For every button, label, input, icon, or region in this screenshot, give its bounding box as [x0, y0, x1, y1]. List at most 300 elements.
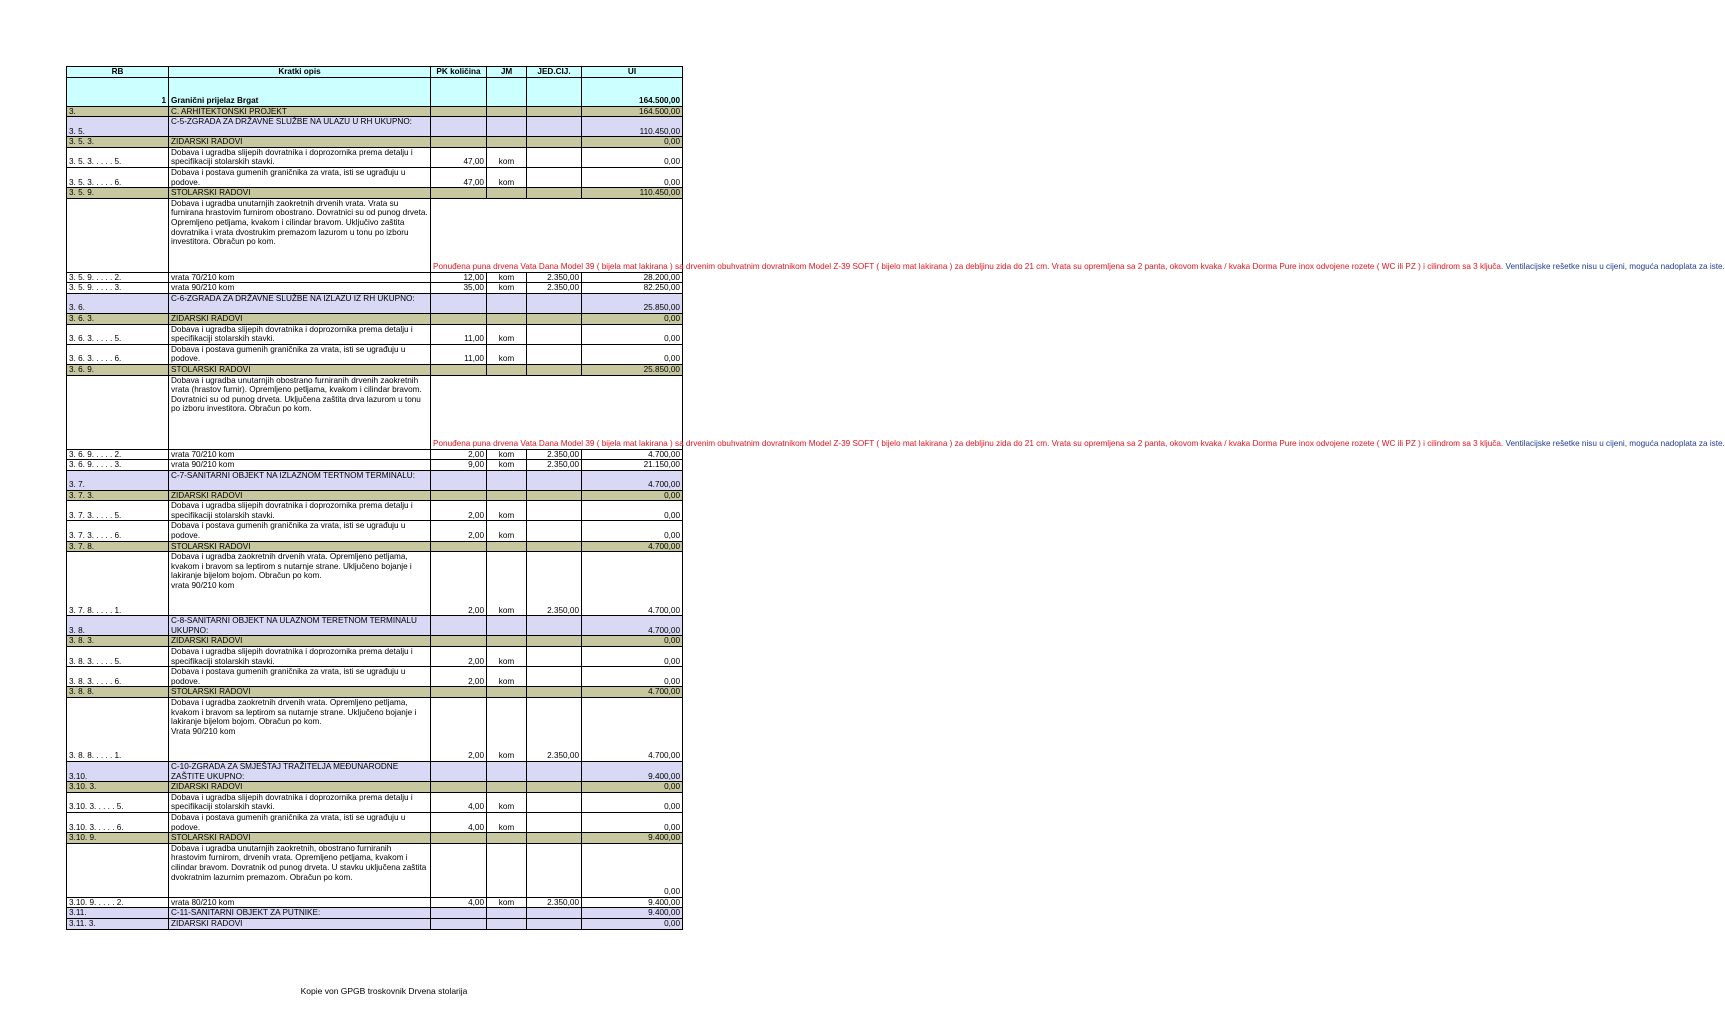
section-row	[67, 188, 683, 199]
cell-total: 0,00	[582, 792, 683, 812]
cell-quantity: 2,00	[431, 667, 487, 687]
cell-unit-price	[527, 636, 582, 647]
description-text: C-7-SANITARNI OBJEKT NA IZLAZNOM TERTNOM TERMINALU:	[171, 470, 415, 480]
description-text: Dobava i ugradba zaokretnih drvenih vrata. Opremljeno petljama, kvakom i bravom sa leptirom sa nutarnje strane. Uključeno bojanje i lakiranje bijelom bojom. Obračun po kom.	[171, 698, 417, 727]
cell-total: 0,00	[582, 782, 683, 793]
cell-total: 82.250,00	[582, 283, 683, 294]
cell-unit-price	[527, 106, 582, 117]
cell-unit-price	[527, 470, 582, 490]
cell-description	[169, 897, 431, 908]
cell-unit-price	[527, 647, 582, 667]
description-text: STOLARSKI RADOVI	[171, 687, 251, 697]
grand-total-label: Granični prijelaz Brgat	[169, 96, 431, 106]
section-row	[67, 687, 683, 698]
table-row	[67, 324, 683, 344]
description-text: vrata 90/210 kom	[171, 581, 235, 591]
cell-unit-price	[527, 501, 582, 521]
cell-unit	[487, 762, 527, 782]
cell-rb: 3. 7. 3.	[67, 490, 169, 501]
subtotal-row	[67, 293, 683, 313]
cell-rb: 3.10.	[67, 762, 169, 782]
cell-quantity: 4,00	[431, 812, 487, 832]
cell-rb	[67, 843, 169, 897]
cell-unit: kom	[487, 283, 527, 294]
description-text: Vrata 90/210 kom	[171, 726, 236, 736]
cell-rb: 3. 5. 9. . . . . 3.	[67, 283, 169, 294]
cell-unit-price	[527, 687, 582, 698]
cell-description	[169, 117, 431, 137]
cell-rb: 3. 6. 9. . . . . 3.	[67, 460, 169, 471]
cell-total: 0,00	[582, 812, 683, 832]
description-text: STOLARSKI RADOVI	[171, 541, 251, 551]
cell-description	[169, 198, 431, 272]
subtotal-row	[67, 918, 683, 929]
description-text: Dobava i ugradba slijepih dovratnika i doprozornika prema detalju i specifikaciji stolarskih stavki.	[171, 147, 413, 167]
cell-quantity	[431, 918, 487, 929]
cell-description	[169, 364, 431, 375]
cell-unit-price	[527, 313, 582, 324]
cell-unit: kom	[487, 552, 527, 616]
table-row	[67, 647, 683, 667]
cell-total: 4.700,00	[582, 687, 683, 698]
subtotal-row	[67, 762, 683, 782]
cell-total: 0,00	[582, 521, 683, 541]
cell-unit-price: 2.350,00	[527, 460, 582, 471]
cell-unit: kom	[487, 812, 527, 832]
description-text: C. ARHITEKTONSKI PROJEKT	[171, 106, 287, 116]
cell-rb: 3. 6. 3. . . . . 5.	[67, 324, 169, 344]
cell-unit: kom	[487, 647, 527, 667]
cell-quantity	[431, 616, 487, 636]
cell-unit	[487, 636, 527, 647]
cell-unit-price	[527, 137, 582, 148]
cell-quantity: 35,00	[431, 283, 487, 294]
cell-rb: 3. 6. 3.	[67, 313, 169, 324]
cell-unit: kom	[487, 460, 527, 471]
cell-total: 4.700,00	[582, 616, 683, 636]
cell-rb: 3.10. 9.	[67, 833, 169, 844]
cell-description	[169, 918, 431, 929]
page-footer: Kopie von GPGB troskovnik Drvena stolarija	[300, 986, 468, 996]
header-pk-kolicina: PK količina	[431, 67, 487, 78]
table-row	[67, 792, 683, 812]
cell-total: 0,00	[582, 636, 683, 647]
description-text: ZIDARSKI RADOVI	[171, 636, 243, 646]
description-text: C-6-ZGRADA ZA DRŽAVNE SLUŽBE NA IZLAZU IZ RH UKUPNO:	[171, 293, 415, 303]
description-text: Dobava i ugradba unutarnjih zaokretnih drvenih vrata. Vrata su furnirana hrastovim furnirom obostrano. Dovratnici su od punog drveta. Opremljeno petljama, kvakom i cilindar bravom. Uključivo zaštita dovratnika i vrata dvostrukim premazom lazurom u tonu po izboru investitora. Obračun po kom.	[171, 198, 428, 247]
cell-rb: 3.10. 3. . . . . 5.	[67, 792, 169, 812]
cell-unit-price	[527, 293, 582, 313]
cell-quantity: 47,00	[431, 167, 487, 187]
cell-unit-price	[527, 541, 582, 552]
cell-quantity: 2,00	[431, 698, 487, 762]
cell-unit-price: 2.350,00	[527, 449, 582, 460]
cell-quantity	[431, 137, 487, 148]
cell-description	[169, 833, 431, 844]
cell-rb: 3. 8. 3. . . . . 6.	[67, 667, 169, 687]
cell-unit-price	[527, 324, 582, 344]
cell-quantity: 11,00	[431, 324, 487, 344]
cell-total: 0,00	[582, 647, 683, 667]
cell-unit-price: 2.350,00	[527, 698, 582, 762]
cell-description	[169, 449, 431, 460]
cell-total: 0,00	[582, 344, 683, 364]
table-row	[67, 375, 683, 449]
cell-total: 110.450,00	[582, 117, 683, 137]
table-row	[67, 449, 683, 460]
cell-unit: kom	[487, 147, 527, 167]
description-text: STOLARSKI RADOVI	[171, 833, 251, 843]
cell-unit: kom	[487, 792, 527, 812]
cell-description	[169, 344, 431, 364]
cell-rb	[67, 375, 169, 449]
cell-rb: 3. 8. 8.	[67, 687, 169, 698]
cell-unit	[487, 833, 527, 844]
cell-total: 28.200,00	[582, 272, 683, 283]
cell-unit: kom	[487, 521, 527, 541]
grand-total-value: 164.500,00	[582, 96, 683, 106]
section-row	[67, 490, 683, 501]
cell-unit-price	[527, 117, 582, 137]
header-ui: UI	[582, 67, 683, 78]
cell-description	[169, 460, 431, 471]
cell-total: 4.700,00	[582, 470, 683, 490]
table-row	[67, 460, 683, 471]
cell-total: 9.400,00	[582, 897, 683, 908]
cell-total: 164.500,00	[582, 106, 683, 117]
header-kratki-opis: Kratki opis	[169, 67, 431, 78]
cell-rb: 3.11. 3.	[67, 918, 169, 929]
cell-unit-price	[527, 782, 582, 793]
description-text: Dobava i ugradba slijepih dovratnika i doprozornika prema detalju i specifikaciji stolarskih stavki.	[171, 324, 413, 344]
cell-unit	[487, 470, 527, 490]
cell-quantity	[431, 293, 487, 313]
description-text: Dobava i ugradba zaokretnih drvenih vrata. Opremljeno petljama, kvakom i bravom sa leptirom s nutarnje strane. Uključeno bojanje i lakiranje bijelom bojom. Obračun po kom.	[171, 552, 412, 581]
cell-unit	[487, 908, 527, 919]
cell-description	[169, 698, 431, 762]
cell-rb: 3. 5. 3. . . . . 6.	[67, 167, 169, 187]
header-rb: RB	[67, 67, 169, 78]
cell-rb: 3. 6. 9.	[67, 364, 169, 375]
section-row	[67, 313, 683, 324]
cell-unit	[487, 616, 527, 636]
section-row	[67, 833, 683, 844]
cell-quantity: 4,00	[431, 792, 487, 812]
cell-quantity	[431, 687, 487, 698]
description-text: ZIDARSKI RADOVI	[171, 137, 243, 147]
cell-quantity: 47,00	[431, 147, 487, 167]
cell-description	[169, 782, 431, 793]
cell-unit-price	[527, 616, 582, 636]
cell-description	[169, 293, 431, 313]
cell-unit-price: 2.350,00	[527, 283, 582, 294]
cell-unit: kom	[487, 167, 527, 187]
cell-rb: 3. 5. 9. . . . . 2.	[67, 272, 169, 283]
cell-quantity: 2,00	[431, 501, 487, 521]
cell-description	[169, 501, 431, 521]
description-text: vrata 70/210 kom	[171, 272, 235, 282]
cell-quantity: 11,00	[431, 344, 487, 364]
table-row	[67, 283, 683, 294]
cell-rb: 3. 8. 3.	[67, 636, 169, 647]
cell-unit: kom	[487, 698, 527, 762]
cell-rb: 3. 6. 9. . . . . 2.	[67, 449, 169, 460]
description-text: ZIDARSKI RADOVI	[171, 313, 243, 323]
cell-total: 9.400,00	[582, 908, 683, 919]
cell-unit-price: 2.350,00	[527, 272, 582, 283]
cell-unit	[487, 137, 527, 148]
cell-unit: kom	[487, 344, 527, 364]
cell-description	[169, 490, 431, 501]
cell-rb: 3. 7.	[67, 470, 169, 490]
cell-unit-price	[527, 667, 582, 687]
table-row	[67, 552, 683, 616]
cell-unit	[487, 541, 527, 552]
cell-unit-price	[527, 521, 582, 541]
header-jed-cij: JED.CIJ.	[527, 67, 582, 78]
cell-total: 0,00	[582, 843, 683, 897]
cell-description	[169, 521, 431, 541]
cell-description	[169, 667, 431, 687]
table-row	[67, 167, 683, 187]
table-row	[67, 147, 683, 167]
description-text: vrata 80/210 kom	[171, 897, 235, 907]
table-row	[67, 812, 683, 832]
description-text: ZIDARSKI RADOVI	[171, 918, 243, 928]
cell-rb: 3.11.	[67, 908, 169, 919]
cell-rb: 3. 6. 3. . . . . 6.	[67, 344, 169, 364]
description-text: Dobava i postava gumenih graničnika za vrata, isti se ugrađuju u podove.	[171, 344, 406, 364]
cell-description	[169, 541, 431, 552]
offer-note	[431, 375, 1725, 449]
cell-unit-price	[527, 833, 582, 844]
cell-description	[169, 106, 431, 117]
cell-total: 0,00	[582, 501, 683, 521]
description-text: Dobava i postava gumenih graničnika za vrata, isti se ugrađuju u podove.	[171, 667, 406, 686]
cell-rb: 3. 5. 9.	[67, 188, 169, 199]
cell-quantity	[431, 490, 487, 501]
section-row	[67, 137, 683, 148]
cell-total: 4.700,00	[582, 449, 683, 460]
cell-quantity	[431, 541, 487, 552]
cell-unit	[487, 106, 527, 117]
grand-total-number: 1	[67, 96, 169, 106]
cell-quantity	[431, 762, 487, 782]
cell-description	[169, 552, 431, 616]
cell-total: 0,00	[582, 918, 683, 929]
table-row	[67, 501, 683, 521]
cell-description	[169, 324, 431, 344]
description-text: Dobava i postava gumenih graničnika za vrata, isti se ugrađuju u podove.	[171, 521, 406, 541]
cost-estimate-table	[66, 66, 1725, 930]
cell-quantity: 12,00	[431, 272, 487, 283]
cell-unit-price	[527, 812, 582, 832]
cell-description	[169, 792, 431, 812]
description-text: Dobava i ugradba unutarnjih obostrano furniranih drvenih zaokretnih vrata (hrastov furnir). Opremljeno petljama, kvakom i cilindar bravom. Dovratnici su od punog drveta. Uključena zaštita drva lazurom u tonu po izboru investitora. Obračun po kom.	[171, 375, 422, 414]
description-text: ZIDARSKI RADOVI	[171, 490, 243, 500]
section-row	[67, 106, 683, 117]
cell-rb: 3. 5. 3.	[67, 137, 169, 148]
description-text: STOLARSKI RADOVI	[171, 188, 251, 198]
description-text: Dobava i ugradba slijepih dovratnika i doprozornika prema detalju i specifikaciji stolarskih stavki.	[171, 647, 413, 666]
cell-unit-price	[527, 167, 582, 187]
cell-description	[169, 843, 431, 897]
cell-rb: 3.10. 3.	[67, 782, 169, 793]
cell-rb: 3. 8.	[67, 616, 169, 636]
cell-unit: kom	[487, 324, 527, 344]
cell-unit-price: 2.350,00	[527, 897, 582, 908]
cell-unit	[487, 117, 527, 137]
cell-total: 9.400,00	[582, 762, 683, 782]
description-text: Dobava i ugradba slijepih dovratnika i doprozornika prema detalju i specifikaciji stolarskih stavki.	[171, 501, 413, 520]
cell-unit-price	[527, 908, 582, 919]
subtotal-row	[67, 470, 683, 490]
cell-total: 25.850,00	[582, 293, 683, 313]
cell-unit	[487, 293, 527, 313]
cell-description	[169, 375, 431, 449]
cell-description	[169, 616, 431, 636]
description-text: Dobava i postava gumenih graničnika za vrata, isti se ugrađuju u podove.	[171, 812, 406, 832]
cell-unit	[487, 313, 527, 324]
cell-unit-price	[527, 843, 582, 897]
cell-description	[169, 812, 431, 832]
table-row	[67, 521, 683, 541]
cell-unit	[487, 843, 527, 897]
cell-quantity	[431, 313, 487, 324]
cell-unit-price	[527, 344, 582, 364]
cell-unit: kom	[487, 501, 527, 521]
cell-rb: 3.10. 3. . . . . 6.	[67, 812, 169, 832]
offer-note-text: Ponuđena puna drvena Vata Dana Model 39 ( bijela mat lakirana ) sa drvenim obuhvatnim dovratnikom Model Z-39 SOFT ( bijelo mat lakirana ) za debljinu zida do 21 cm. Vrata su opremljena sa 2 panta, okovom kvaka / kvaka Dorma Pure inox odvojene rozete ( WC ili PZ ) i cilindrom sa 3 ključa.	[433, 262, 1506, 272]
offer-note	[431, 198, 1725, 272]
cell-unit-price	[527, 188, 582, 199]
cell-quantity: 9,00	[431, 460, 487, 471]
cell-total: 0,00	[582, 167, 683, 187]
cell-unit	[487, 490, 527, 501]
table-row	[67, 667, 683, 687]
description-text: C-10-ZGRADA ZA SMJEŠTAJ TRAŽITELJA MEĐUNARODNE ZAŠTITE UKUPNO:	[171, 762, 399, 781]
cell-unit-price	[527, 147, 582, 167]
cell-rb: 3. 8. 8. . . . . 1.	[67, 698, 169, 762]
table-row	[67, 344, 683, 364]
cell-unit-price	[527, 490, 582, 501]
cell-rb: 3.	[67, 106, 169, 117]
cell-description	[169, 188, 431, 199]
cell-unit: kom	[487, 897, 527, 908]
cell-rb: 3. 6.	[67, 293, 169, 313]
cell-unit: kom	[487, 449, 527, 460]
cell-quantity	[431, 908, 487, 919]
cell-description	[169, 272, 431, 283]
description-text: Dobava i ugradba slijepih dovratnika i doprozornika prema detalju i specifikaciji stolarskih stavki.	[171, 792, 413, 812]
cell-rb: 3. 7. 8.	[67, 541, 169, 552]
cell-description	[169, 283, 431, 294]
cell-rb: 3. 5. 3. . . . . 5.	[67, 147, 169, 167]
description-text: C-5-ZGRADA ZA DRŽAVNE SLUŽBE NA ULAZU U RH UKUPNO:	[171, 117, 412, 127]
cell-total: 9.400,00	[582, 833, 683, 844]
cell-rb: 3.10. 9. . . . . 2.	[67, 897, 169, 908]
cell-total: 0,00	[582, 313, 683, 324]
cell-unit-price	[527, 792, 582, 812]
description-text: C-11-SANITARNI OBJEKT ZA PUTNIKE:	[171, 908, 321, 918]
cell-unit-price	[527, 364, 582, 375]
cell-quantity: 2,00	[431, 521, 487, 541]
cell-total: 4.700,00	[582, 541, 683, 552]
table-row	[67, 272, 683, 283]
table-row	[67, 843, 683, 897]
description-text: Dobava i postava gumenih graničnika za vrata, isti se ugrađuju u podove.	[171, 167, 406, 187]
section-row	[67, 636, 683, 647]
cell-quantity	[431, 470, 487, 490]
cell-rb: 3. 7. 8. . . . . 1.	[67, 552, 169, 616]
cell-total: 0,00	[582, 147, 683, 167]
cell-unit	[487, 782, 527, 793]
cell-rb: 3. 7. 3. . . . . 6.	[67, 521, 169, 541]
cell-total: 110.450,00	[582, 188, 683, 199]
cell-total: 4.700,00	[582, 698, 683, 762]
ventilation-note-text: Ventilacijske rešetke nisu u cijeni, moguća nadoplata za iste.	[1505, 262, 1725, 272]
description-text: ZIDARSKI RADOVI	[171, 782, 243, 792]
subtotal-row	[67, 908, 683, 919]
description-text: vrata 90/210 kom	[171, 460, 235, 470]
description-text: vrata 70/210 kom	[171, 449, 235, 459]
cell-total: 0,00	[582, 324, 683, 344]
cell-unit	[487, 364, 527, 375]
cell-unit	[487, 918, 527, 929]
cell-quantity	[431, 833, 487, 844]
cell-total: 4.700,00	[582, 552, 683, 616]
cell-unit-price	[527, 762, 582, 782]
cell-total: 0,00	[582, 137, 683, 148]
cell-unit	[487, 687, 527, 698]
section-row	[67, 541, 683, 552]
cell-total: 25.850,00	[582, 364, 683, 375]
cell-description	[169, 687, 431, 698]
section-row	[67, 782, 683, 793]
cell-quantity: 2,00	[431, 552, 487, 616]
description-text: Dobava i ugradba unutarnjih zaokretnih, obostrano furniranih hrastovim furnirom, drvenih vrata. Opremljeno petljama, kvakom i cilindar bravom. Dovratnik od punog drveta. U stavku uključena zaštita dvokratnim lazurnim premazom. Obračun po kom.	[171, 843, 427, 882]
cell-unit: kom	[487, 272, 527, 283]
description-text: vrata 90/210 kom	[171, 283, 235, 293]
offer-note-text: Ponuđena puna drvena Vata Dana Model 39 ( bijela mat lakirana ) sa drvenim obuhvatnim dovratnikom Model Z-39 SOFT ( bijelo mat lakirana ) za debljinu zida do 21 cm. Vrata su opremljena sa 2 panta, okovom kvaka / kvaka Dorma Pure inox odvojene rozete ( WC ili PZ ) i cilindrom sa 3 ključa.	[433, 438, 1506, 448]
table-row	[67, 698, 683, 762]
cell-description	[169, 167, 431, 187]
cell-quantity	[431, 117, 487, 137]
cell-unit	[487, 188, 527, 199]
cell-description	[169, 908, 431, 919]
cell-quantity	[431, 636, 487, 647]
header-row	[67, 67, 683, 78]
subtotal-row	[67, 616, 683, 636]
cell-quantity: 2,00	[431, 449, 487, 460]
cell-unit-price: 2.350,00	[527, 552, 582, 616]
cell-quantity	[431, 782, 487, 793]
cell-description	[169, 147, 431, 167]
header-jm: JM	[487, 67, 527, 78]
cell-description	[169, 470, 431, 490]
cell-total: 0,00	[582, 490, 683, 501]
description-text: C-8-SANITARNI OBJEKT NA ULAZNOM TERETNOM TERMINALU UKUPNO:	[171, 616, 417, 635]
cell-rb: 3. 8. 3. . . . . 5.	[67, 647, 169, 667]
cell-total: 0,00	[582, 667, 683, 687]
table-row	[67, 897, 683, 908]
section-row	[67, 364, 683, 375]
grand-total-row	[67, 96, 683, 106]
cell-description	[169, 762, 431, 782]
cell-unit-price	[527, 918, 582, 929]
subtotal-row	[67, 117, 683, 137]
cell-total: 21.150,00	[582, 460, 683, 471]
